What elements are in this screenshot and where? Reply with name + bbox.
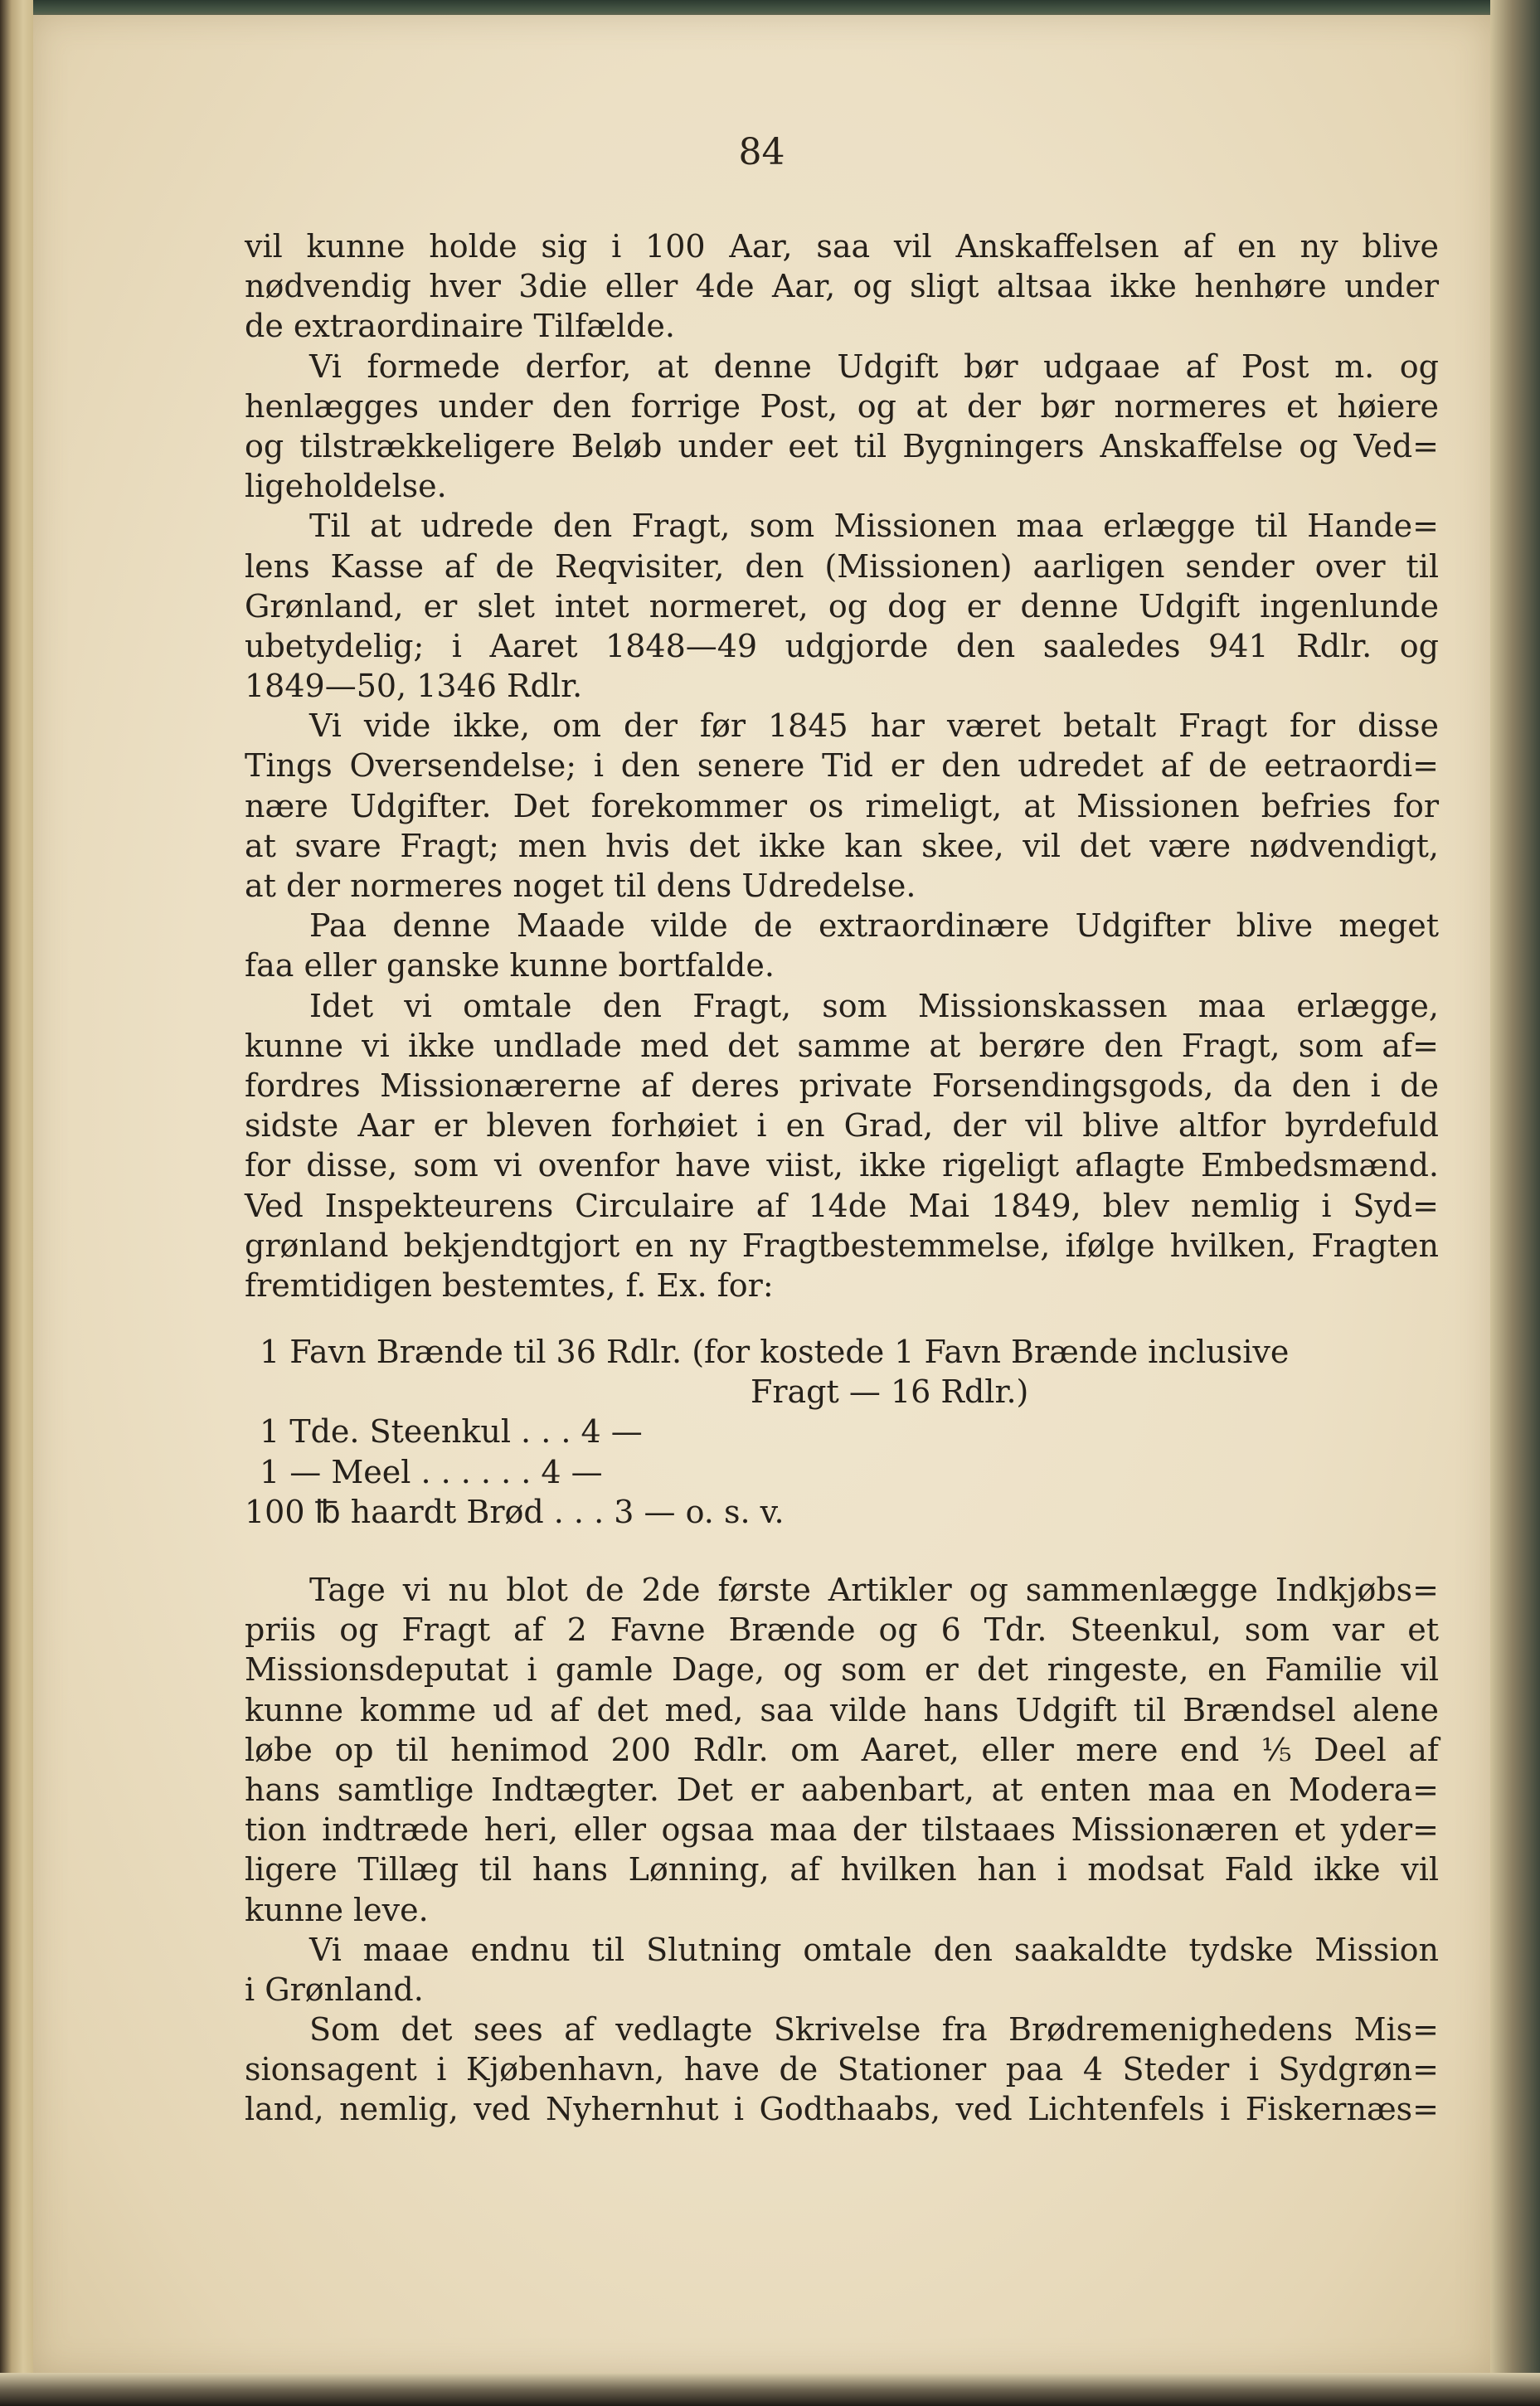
book-bottom-edge — [0, 2373, 1540, 2406]
book-spine-edge — [0, 0, 33, 2406]
text-line: land, nemlig, ved Nyhernhut i Godthaabs, ved Lichtenfels i Fiskernæs= — [245, 2091, 1439, 2128]
book-right-edge — [1490, 0, 1540, 2406]
text-line: Grønland, er slet intet normeret, og dog er denne Udgift ingenlunde — [245, 587, 1439, 625]
paragraph-start: Vi formede derfor, at denne Udgift bør udgaae af Post m. og — [309, 348, 1439, 385]
text-line: priis og Fragt af 2 Favne Brænde og 6 Tdr. Steenkul, som var et — [245, 1611, 1439, 1649]
text-line: Missionsdeputat i gamle Dage, og som er det ringeste, en Familie vil — [245, 1651, 1439, 1689]
text-line: løbe op til henimod 200 Rdlr. om Aaret, eller mere end ⅕ Deel af — [245, 1731, 1439, 1768]
text-line: for disse, som vi ovenfor have viist, ikke rigeligt aflagte Embedsmænd. — [245, 1147, 1439, 1184]
page-number: 84 — [738, 131, 785, 173]
text-line: nære Udgifter. Det forekommer os rimeligt, at Missionen befries for — [245, 787, 1439, 824]
text-line: grønland bekjendtgjort en ny Fragtbestemmelse, ifølge hvilken, Fragten — [245, 1227, 1439, 1264]
paragraph-start: Paa denne Maade vilde de extraordinære Udgifter blive meget — [309, 907, 1439, 945]
text-line: kunne komme ud af det med, saa vilde hans Udgift til Brændsel alene — [245, 1691, 1439, 1728]
text-line: 1849—50, 1346 Rdlr. — [245, 668, 583, 705]
text-line: hans samtlige Indtægter. Det er aabenbart, at enten maa en Modera= — [245, 1771, 1439, 1808]
price-row: 1 Tde. Steenkul . . . 4 — — [260, 1413, 643, 1451]
text-line: fordres Missionærerne af deres private Forsendingsgods, da den i de — [245, 1067, 1439, 1104]
paragraph-start: Idet vi omtale den Fragt, som Missionskassen maa erlægge, — [309, 987, 1439, 1024]
text-line: ligeholdelse. — [245, 468, 447, 505]
text-line: henlægges under den forrige Post, og at der bør normeres et høiere — [245, 387, 1439, 425]
paragraph-start: Vi maae endnu til Slutning omtale den saakaldte tydske Mission — [309, 1931, 1439, 1968]
text-line: vil kunne holde sig i 100 Aar, saa vil Anskaffelsen af en ny blive — [245, 228, 1439, 265]
text-line: at svare Fragt; men hvis det ikke kan skee, vil det være nødvendigt, — [245, 827, 1439, 864]
paragraph-start: Som det sees af vedlagte Skrivelse fra Brødremenighedens Mis= — [309, 2011, 1439, 2049]
text-line: faa eller ganske kunne bortfalde. — [245, 947, 775, 984]
text-line: kunne leve. — [245, 1891, 429, 1928]
paragraph-start: Tage vi nu blot de 2de første Artikler og sammenlægge Indkjøbs= — [309, 1572, 1439, 1608]
paragraph-start: Til at udrede den Fragt, som Missionen maa erlægge til Hande= — [309, 508, 1439, 545]
text-line: kunne vi ikke undlade med det samme at berøre den Fragt, som af= — [245, 1027, 1439, 1064]
text-line: sidste Aar er bleven forhøiet i en Grad, der vil blive altfor byrdefuld — [245, 1107, 1439, 1145]
text-line: Tings Oversendelse; i den senere Tid er den udredet af de eetraordi= — [245, 747, 1439, 785]
text-line: tion indtræde heri, eller ogsaa maa der tilstaaes Missionæren et yder= — [245, 1811, 1439, 1849]
text-line: ubetydelig; i Aaret 1848—49 udgjorde den saaledes 941 Rdlr. og — [245, 627, 1439, 664]
text-line: og tilstrækkeligere Beløb under eet til Bygningers Anskaffelse og Ved= — [245, 427, 1439, 464]
price-row: 1 — Meel . . . . . . 4 — — [260, 1453, 603, 1490]
text-line: de extraordinaire Tilfælde. — [245, 308, 675, 345]
text-line: nødvendig hver 3die eller 4de Aar, og sligt altsaa ikke henhøre under — [245, 268, 1439, 305]
body-text — [245, 226, 1439, 2130]
text-line: lens Kasse af de Reqvisiter, den (Missionen) aarligen sender over til — [245, 547, 1439, 585]
text-line: i Grønland. — [245, 1971, 424, 2008]
text-line: ligere Tillæg til hans Lønning, af hvilken han i modsat Fald ikke vil — [245, 1851, 1439, 1888]
price-table — [245, 1332, 1439, 1532]
document-page — [33, 15, 1490, 2373]
price-row: 100 ℔ haardt Brød . . . 3 — o. s. v. — [245, 1493, 785, 1530]
text-line: sionsagent i Kjøbenhavn, have de Stationer paa 4 Steder i Sydgrøn= — [245, 2051, 1439, 2088]
price-row: Fragt — 16 Rdlr.) — [751, 1373, 1029, 1411]
text-line: fremtidigen bestemtes, f. Ex. for: — [245, 1266, 774, 1304]
text-line: at der normeres noget til dens Udredelse. — [245, 868, 916, 904]
price-row: 1 Favn Brænde til 36 Rdlr. (for kostede 1 Favn Brænde inclusive — [260, 1334, 1290, 1371]
paragraph-start: Vi vide ikke, om der før 1845 har været betalt Fragt for disse — [309, 707, 1439, 745]
text-line: Ved Inspekteurens Circulaire af 14de Mai 1849, blev nemlig i Syd= — [245, 1187, 1439, 1224]
